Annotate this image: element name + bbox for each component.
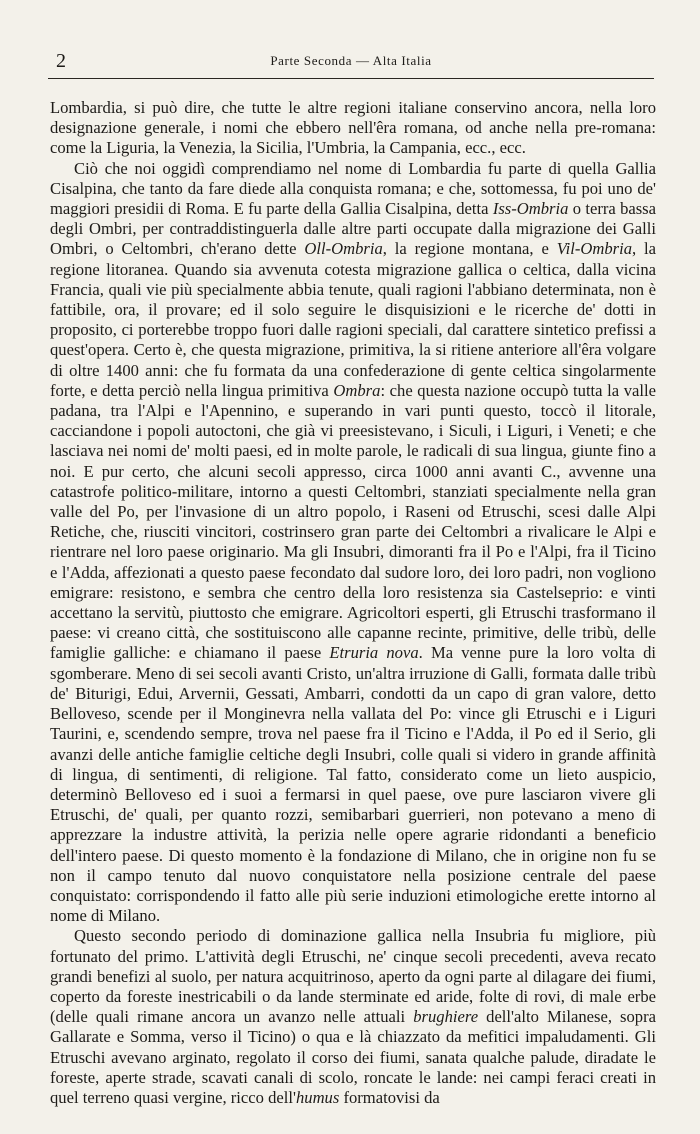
italic-term: Etruria nova — [329, 643, 419, 663]
page-number: 2 — [56, 50, 66, 72]
italic-term: Vil-Ombria — [556, 239, 632, 259]
paragraph: Lombardia, si può dire, che tutte le altre regioni italiane conservino ancora, nella loro designazione generale, i nomi che ebbero nell'êra romana, od anche nella pre-romana: come la Liguria, la Venezia, la Sicilia, l'Umbria, la Campania, ecc., ecc. — [50, 98, 656, 158]
italic-term: brughiere — [413, 1007, 479, 1027]
paragraph: Questo secondo periodo di dominazione gallica nella Insubria fu migliore, più fortunato del primo. L'attività degli Etruschi, ne' cinque secoli precedenti, aveva recato grandi benefizi al suolo, per natura acquitrinoso, aperto da ogni parte al dilagare dei fiumi, coperto da foreste inestricabili o da lande sterminate ed aride, folte di rovi, di male erbe (delle quali rimane ancora un avanzo nelle attuali brughiere dell'alto Milanese, sopra Gallarate e Somma, verso il Ticino) o qua e là chiazzato da mefitici impaludamenti. Gli Etruschi avevano arginato, regolato il corso dei fiumi, sanata qualche palude, diradate le foreste, aperte strade, scavati canali di scolo, roncate le lande: nei campi feraci creati in quel terreno quasi vergine, ricco dell'humus formatovisi da — [50, 926, 656, 1107]
page-header — [48, 50, 654, 74]
running-title: Parte Seconda — Alta Italia — [270, 53, 432, 68]
paragraph: Ciò che noi oggidì comprendiamo nel nome di Lombardia fu parte di quella Gallia Cisalpina, che tanto da fare diede alla conquista romana; e che, sottomessa, fu poi uno de' maggiori presidii di Roma. E fu parte della Gallia Cisalpina, detta Iss-Ombria o terra bassa degli Ombri, per contraddistinguerla dalle altre parti occupate dalla migrazione dei Galli Ombri, o Celtombri, ch'erano dette Oll-Ombria, la regione montana, e Vil-Ombria, la regione litoranea. Quando sia avvenuta cotesta migrazione gallica o celtica, dalla vicina Francia, quali vie più specialmente abbia tenute, quali ragioni l'abbiano determinata, non è fattibile, ora, il provare; ed il solo seguire le disquisizioni e le ricerche de' dotti in proposito, ci porterebbe troppo fuori dalle ragioni speciali, dal carattere sintetico prefissi a quest'opera. Certo è, che questa migrazione, primitiva, la si ritiene anteriore all'êra volgare di oltre 1400 anni: che fu formata da una confederazione di gente celtica singolarmente forte, e detta perciò nella lingua primitiva Ombra: che questa nazione occupò tutta la valle padana, tra l'Alpi e l'Apennino, e superando in vari punti questo, toccò il litorale, cacciandone i popoli autoctoni, che già vi preesistevano, i Siculi, i Liguri, i Veneti; e che lasciava nei nomi de' molti paesi, ed in molte parole, le radicali di sua lingua, giunte fino a noi. E pur certo, che alcuni secoli appresso, circa 1000 anni avanti C., avvenne una catastrofe politico-militare, intorno a questi Celtombri, stanziati specialmente nella gran valle del Po, per l'invasione di un altro popolo, i Raseni od Etruschi, scesi dalle Alpi Retiche, che, riusciti vincitori, costrinsero gran parte dei Celtombri a rivalicare le Alpi e rientrare nel loro paese originario. Ma gli Insubri, dimoranti fra il Po e l'Alpi, fra il Ticino e l'Adda, affezionati a questo paese fecondato dal sudore loro, dei loro padri, non vogliono emigrare: resistono, e sembra che centro della loro resistenza sia Castelseprio: e vinti accettano la servitù, piuttosto che emigrare. Agricoltori esperti, gli Etruschi trasformano il paese: vi creano città, che sostituiscono alle capanne recinte, primitive, delle tribù, delle famiglie galliche: e chiamano il paese Etruria nova. Ma venne pure la loro volta di sgomberare. Meno di sei secoli avanti Cristo, un'altra irruzione di Galli, formata dalle tribù de' Biturigi, Edui, Arvernii, Gessati, Ambarri, condotti da un capo di gran valore, detto Belloveso, scende per il Monginevra nella vallata del Po: vince gli Etruschi e i Liguri Taurini, e, scendendo sempre, trova nel paese fra il Ticino e l'Adda, il Po ed il Serio, gli avanzi delle antiche famiglie celtiche degli Insubri, colle quali si videro in grande affinità di lingua, di sentimenti, di religione. Tal fatto, considerato come un lieto auspicio, determinò Belloveso ed i suoi a fermarsi in quel paese, ove pure lasciaron vivere gli Etruschi, de' quali, per quanto rozzi, semibarbari guerrieri, non potevano a meno di apprezzare la industre attività, la perizia nelle opere agrarie ridondanti a beneficio dell'intero paese. Di questo momento è la fondazione di Milano, che in origine non fu se non il campo tenuto dal nuovo conquistatore nella posizione centrale del paese conquistato: corrispondendo il fatto alle più serie induzioni etimologiche erette intorno al nome di Milano. — [50, 158, 657, 926]
italic-term: humus — [295, 1087, 340, 1107]
italic-term: Oll-Ombria — [304, 239, 383, 259]
italic-term: Iss-Ombria — [492, 199, 569, 219]
italic-term: Ombra — [333, 380, 381, 400]
body-text — [50, 98, 656, 1108]
header-rule — [48, 78, 654, 79]
